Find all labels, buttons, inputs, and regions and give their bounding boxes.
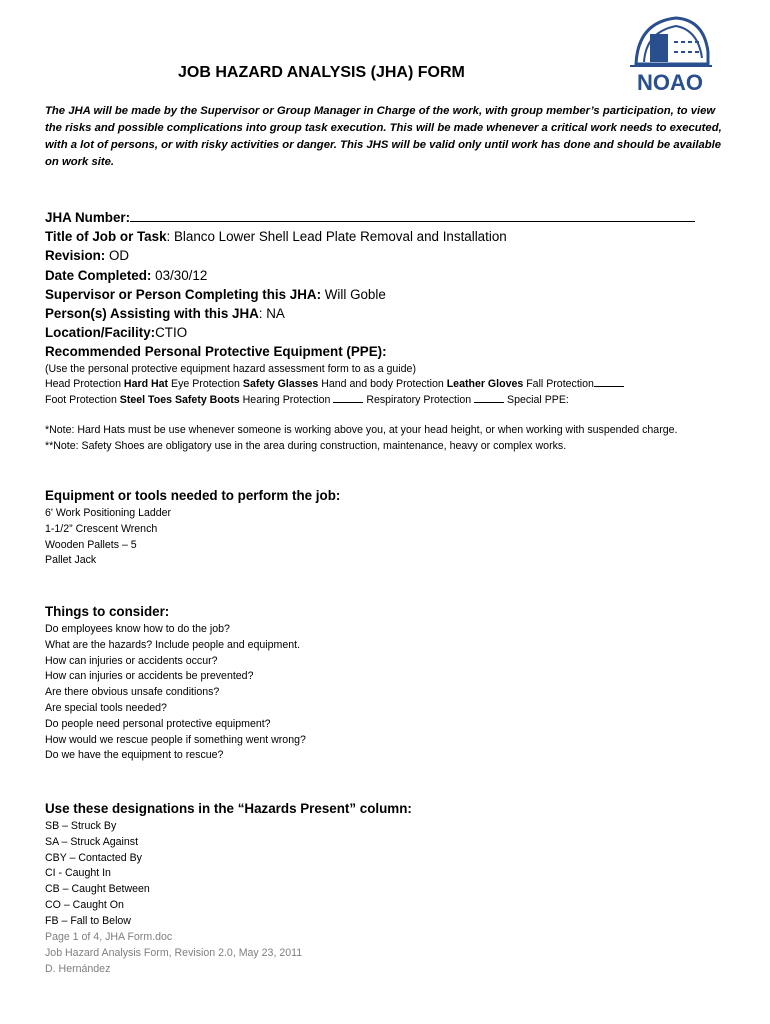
body-protection-label: Hand and body Protection <box>321 378 444 391</box>
date-field <box>45 266 735 285</box>
eye-protection-label: Eye Protection <box>171 378 240 391</box>
head-protection-label: Head Protection <box>45 378 121 391</box>
revision-field <box>45 246 735 265</box>
jha-number-field <box>45 208 735 227</box>
list-item: CBY – Contacted By <box>45 851 142 864</box>
list-item: 6' Work Positioning Ladder <box>45 507 172 519</box>
jha-fields <box>45 208 735 409</box>
list-item: How would we rescue people if something went wrong? <box>45 733 306 746</box>
hearing-protection-blank[interactable] <box>333 394 363 403</box>
list-item: Do employees know how to do the job? <box>45 623 230 635</box>
title-field: Title of Job or Task: Blanco Lower Shell Lead Plate Removal and Installation <box>45 229 507 245</box>
list-item: How can injuries or accidents occur? <box>45 654 218 667</box>
date-value: 03/30/12 <box>155 267 208 283</box>
ppe-label: Recommended Personal Protective Equipment (PPE): <box>45 344 387 360</box>
list-item: Do people need personal protective equipment? <box>45 717 271 730</box>
designations-section <box>45 800 725 930</box>
list-item: CO – Caught On <box>45 898 124 911</box>
revision-value: OD <box>109 248 130 264</box>
special-ppe-label: Special PPE: <box>507 394 569 407</box>
foot-protection-value: Steel Toes Safety Boots <box>119 394 240 407</box>
equipment-list <box>45 506 725 569</box>
fall-protection-blank[interactable] <box>594 378 624 387</box>
footer-page-info: Page 1 of 4, JHA Form.doc <box>45 931 173 943</box>
ppe-line-1 <box>45 377 735 393</box>
list-item: Pallet Jack <box>45 554 97 567</box>
list-item: 1-1/2” Crescent Wrench <box>45 522 158 535</box>
list-item: Do we have the equipment to rescue? <box>45 749 224 762</box>
head-protection-value: Hard Hat <box>123 378 169 391</box>
jha-number-label: JHA Number: <box>45 210 131 225</box>
consider-list <box>45 622 725 764</box>
eye-protection-value: Safety Glasses <box>242 378 319 391</box>
revision-label: Revision: <box>45 248 106 264</box>
supervisor-value: Will Goble <box>324 286 386 302</box>
consider-section <box>45 603 725 764</box>
consider-heading: Things to consider: <box>45 604 170 619</box>
designations-heading: Use these designations in the “Hazards Present” column: <box>45 801 412 816</box>
location-label: Location/Facility: <box>45 325 156 341</box>
list-item: CB – Caught Between <box>45 883 150 896</box>
page-footer <box>45 930 302 977</box>
list-item: Are there obvious unsafe conditions? <box>45 686 220 699</box>
ppe-heading <box>45 342 735 361</box>
assisting-field: Person(s) Assisting with this JHA: NA <box>45 306 285 322</box>
hearing-protection-label: Hearing Protection <box>242 394 331 407</box>
notes <box>45 423 710 455</box>
intro-paragraph: The JHA will be made by the Supervisor or Group Manager in Charge of the work, with group member’s participation, to view the risks and possible complications into group task execution. This will be made whenever a critical work needs to executed, with a lot of persons, or with risky activities or danger. This JHS will be valid only until work has done and should be available on work site. <box>45 105 722 168</box>
jha-number-blank[interactable] <box>130 210 695 222</box>
list-item: CI - Caught In <box>45 867 111 880</box>
noao-logo <box>620 12 716 96</box>
assisting-label: Person(s) Assisting with this JHA <box>45 306 259 322</box>
equipment-section <box>45 487 725 569</box>
title-label: Title of Job or Task <box>45 229 167 245</box>
list-item: SA – Struck Against <box>45 835 139 848</box>
title-value: Blanco Lower Shell Lead Plate Removal and Installation <box>173 229 507 245</box>
list-item: FB – Fall to Below <box>45 914 131 927</box>
list-item: Wooden Pallets – 5 <box>45 538 137 551</box>
form-title: JOB HAZARD ANALYSIS (JHA) FORM <box>178 64 465 81</box>
list-item: Are special tools needed? <box>45 701 167 714</box>
list-item: SB – Struck By <box>45 820 117 832</box>
respiratory-protection-blank[interactable] <box>474 394 504 403</box>
fall-protection-label: Fall Protection <box>526 378 594 391</box>
supervisor-label: Supervisor or Person Completing this JHA: <box>45 286 322 302</box>
respiratory-protection-label: Respiratory Protection <box>366 394 472 407</box>
body-protection-value: Leather Gloves <box>446 378 524 391</box>
location-field <box>45 323 735 342</box>
supervisor-field <box>45 285 735 304</box>
footer-revision-info: Job Hazard Analysis Form, Revision 2.0, May 23, 2011 <box>45 946 303 959</box>
designations-list <box>45 819 725 930</box>
location-value: CTIO <box>155 325 188 341</box>
list-item: How can injuries or accidents be prevented? <box>45 670 254 683</box>
list-item: What are the hazards? Include people and equipment. <box>45 638 301 651</box>
ppe-line-2 <box>45 393 735 409</box>
equipment-heading: Equipment or tools needed to perform the job: <box>45 488 341 503</box>
footer-author: D. Hernández <box>45 962 111 975</box>
assisting-value: NA <box>266 306 285 322</box>
date-label: Date Completed: <box>45 267 152 283</box>
foot-protection-label: Foot Protection <box>45 394 117 407</box>
logo-text: NOAO <box>637 70 703 95</box>
note-safety-shoes: **Note: Safety Shoes are obligatory use in the area during construction, maintenance, heavy or complex works. <box>45 439 567 452</box>
ppe-guide: (Use the personal protective equipment hazard assessment form to as a guide) <box>45 362 416 375</box>
note-hard-hats: *Note: Hard Hats must be use whenever someone is working above you, at your head height, or when working with suspended charge. <box>45 424 678 436</box>
